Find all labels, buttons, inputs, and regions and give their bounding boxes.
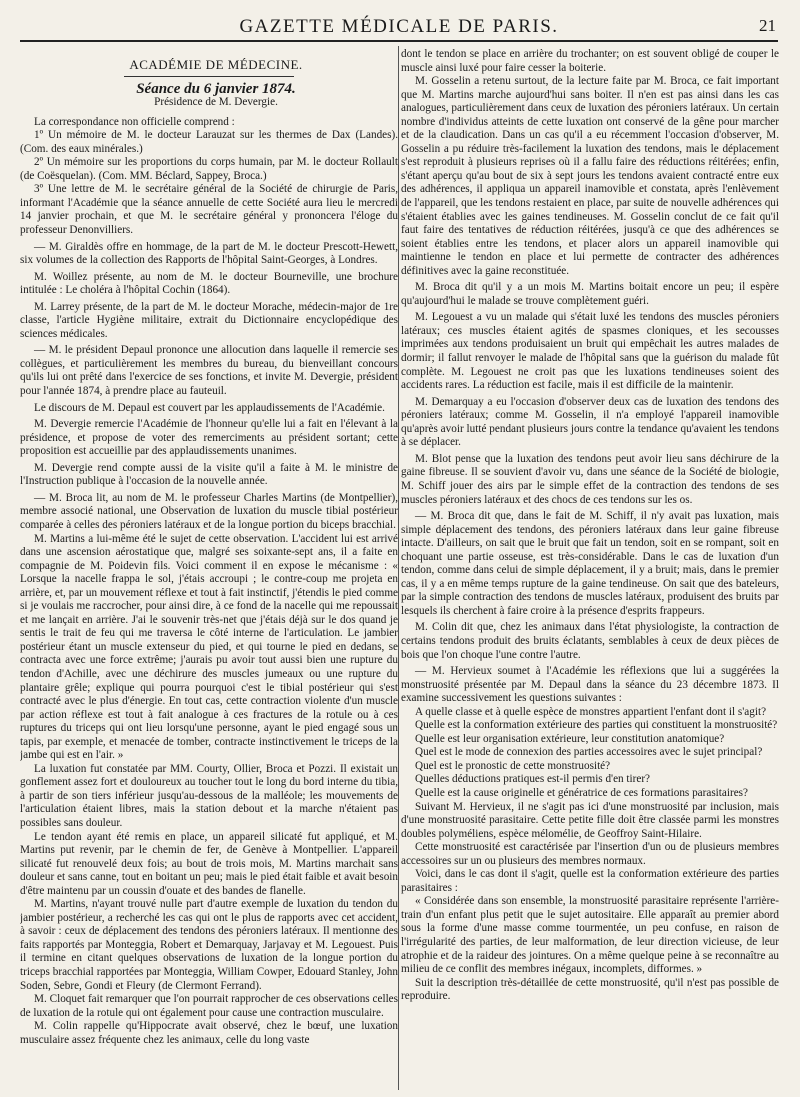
paragraph: M. Gosselin a retenu surtout, de la lecture faite par M. Broca, ce fait important que M. Martins marche aujourd'hui sans boiter. Il n'en est pas ainsi dans les cas analogues, particulièrement dans ceux de luxation des péroniers latéraux. Un certain nombre d'individus atteints de cette luxation ont conservé de la gêne pour marcher et de la claudication. Dans un cas qu'il a eu récemment l'occasion d'observer, M. Gosselin a pu réduire très-facilement la luxation des tendons, mais le déplacement s'est reproduit à plusieurs reprises où il a fallu faire des réductions réitérées; enfin, s'étant aperçu qu'au bout de six à sept jours les tendons avaient contracté entre eux des adhérences, il appliqua un appareil inamovible et constata, après l'enlèvement de l'appareil, que les tendons restaient en place, par suite de nouvelle adhérences qui s'étaient établies avec les gaines tendineuses. M. Gosselin conclut de ce fait qu'il faut faire des tentatives de réduction réitérées, jusqu'à ce que des adhérences se soient établies entre les tendons, et placer alors un appareil inamovible qui maintienne le tendon en place et lui permette de contracter des adhérences définitives avec la gaine reconstituée. bbox=[401, 75, 779, 277]
paragraph: — M. le président Depaul prononce une allocution dans laquelle il remercie ses collègues, et particulièrement les membres du bureau, du bienveillant concours qu'ils lui ont prêté dans l'exercice de ses fonctions, et invite M. Devergie, président pour l'année 1874, à prendre place au fauteuil. bbox=[20, 344, 398, 398]
paragraph: Suivant M. Hervieux, il ne s'agit pas ici d'une monstruosité par inclusion, mais d'une monstruosité parasitaire. Cette petite fille doit être classée parmi les monstres doubles polyméliens, espèce mélomélie, de Geoffroy Saint-Hilaire. bbox=[401, 800, 779, 840]
question: Quelle est leur organisation extérieure, leur constitution anatomique? bbox=[415, 732, 725, 745]
session-date: Séance du 6 janvier 1874. bbox=[136, 80, 296, 97]
paragraph: M. Devergie rend compte aussi de la visite qu'il a faite à M. le ministre de l'Instruction publique à l'occasion de la nouvelle année. bbox=[20, 461, 398, 488]
paragraph: M. Demarquay a eu l'occasion d'observer deux cas de luxation des tendons des péroniers latéraux; comme M. Gosselin, il n'a employé l'appareil inamovible qu'après avoir lutté pendant plusieurs jours contre la tendance qu'avaient les tendons à se déplacer. bbox=[401, 395, 779, 449]
paragraph: — M. Hervieux soumet à l'Académie les réflexions que lui a suggérées la monstruosité présentée par M. Depaul dans la séance du 23 décembre 1873. Il examine successivement les questions suivantes : bbox=[401, 665, 779, 705]
paragraph: M. Devergie remercie l'Académie de l'honneur qu'elle lui a fait en l'élevant à la présidence, et propose de voter des remerciments au président sortant; cette proposition est accueillie par des applaudissements unanimes. bbox=[20, 418, 398, 458]
question: Quel est le pronostic de cette monstruosité? bbox=[415, 759, 611, 772]
left-column bbox=[20, 48, 398, 1088]
question: Quel est le mode de connexion des parties accessoires avec le sujet principal? bbox=[415, 746, 763, 759]
quotation: « Considérée dans son ensemble, la monstruosité parasitaire représente l'arrière-train d'un enfant plus petit que le sujet autositaire. Elle apparaît au premier abord sous la forme d'une masse comme tourmentée, un peu confuse, en raison de l'irrégularité des parties, de leur malformation, de leur direction vicieuse, de leur atrophie et de la raideur des jointures. On a même quelque peine à se reconnaître au milieu de ce conflit des membres inégaux, incomplets, difformes. » bbox=[401, 895, 779, 976]
paragraph: Voici, dans le cas dont il s'agit, quelle est la conformation extérieure des parties parasitaires : bbox=[401, 868, 779, 894]
paragraph: Le discours de M. Depaul est couvert par les applaudissements de l'Académie. bbox=[34, 401, 385, 414]
question: A quelle classe et à quelle espèce de monstres appartient l'enfant dont il s'agit? bbox=[415, 705, 767, 718]
paragraph: M. Cloquet fait remarquer que l'on pourrait rapprocher de ces observations celles de luxation de la rotule qui ont également pour cause une contraction musculaire. bbox=[20, 993, 398, 1019]
title-rule bbox=[124, 76, 294, 77]
paragraph: 2º Un mémoire sur les proportions du corps humain, par M. le docteur Rollault (de Coësquelan). (Com. MM. Béclard, Sappey, Broca.) bbox=[20, 156, 398, 182]
paragraph: 1º Un mémoire de M. le docteur Larauzat sur les thermes de Dax (Landes). (Com. des eaux minérales.) bbox=[20, 129, 398, 155]
paragraph: La luxation fut constatée par MM. Courty, Ollier, Broca et Pozzi. Il existait un gonflement assez fort et douloureux au toucher tout le long du bord interne du tibia, à partir de son tiers inférieur jusqu'au-dessous de la malléole; les mouvements de l'articulation étaient libres, mais la station debout et la marche n'étaient pas possibles sans douleur. bbox=[20, 762, 398, 829]
paragraph: M. Broca dit qu'il y a un mois M. Martins boitait encore un peu; il espère qu'aujourd'hui le malade se trouve complètement guéri. bbox=[401, 281, 779, 307]
question: Quelles déductions pratiques est-il permis d'en tirer? bbox=[415, 773, 651, 786]
paragraph: Le tendon ayant été remis en place, un appareil silicaté fut appliqué, et M. Martins put revenir, par le chemin de fer, de Genève à Montpellier. L'appareil silicaté fut renouvelé deux fois; au bout de trois mois, M. Martins marchait sans douleur et sans canne, tout en boitant un peu; mais le pied était faible et avait besoin d'être maintenu par un coussin d'ouate et des bandes de flanelle. bbox=[20, 830, 398, 897]
section-title: ACADÉMIE DE MÉDECINE. bbox=[129, 57, 303, 72]
paragraph: La correspondance non officielle comprend : bbox=[34, 115, 235, 128]
question: Quelle est la cause originelle et génératrice de ces formations parasitaires? bbox=[415, 786, 748, 799]
paragraph: M. Martins, n'ayant trouvé nulle part d'autre exemple de luxation du tendon du jambier postérieur, a recherché les cas qui ont le plus de rapports avec cet accident, à savoir : ceux de déplacement des tendons des péroniers latéraux. Il mentionne des faits rapportés par Monteggia, Robert et Demarquay, Jarjavay et M. Legouest. Puis il termine en citant quelques observations de luxation de la longue portion du triceps bracchial rapportées par Monteggia, William Cowper, Edouard Stanley, John Soden, Sebre, Gondi et Fleury (de Clermont Ferrand). bbox=[20, 898, 398, 992]
paragraph: M. Blot pense que la luxation des tendons peut avoir lieu sans déchirure de la gaine fibreuse. Il se souvient d'avoir vu, dans une séance de la Société de biologie, M. Schiff jouer des airs par le simple effet de la contraction des tendons de ses muscles péroniers latéraux et des chocs de ces tendons sur les os. bbox=[401, 452, 779, 506]
page-header bbox=[20, 10, 778, 42]
paragraph: 3º Une lettre de M. le secrétaire général de la Société de chirurgie de Paris, informant l'Académie que la séance annuelle de cette Société aura lieu le mercredi 14 janvier prochain, et que M. le secrétaire général y prononcera l'éloge du professeur Denonvilliers. bbox=[20, 183, 398, 237]
paragraph: M. Martins a lui-même été le sujet de cette observation. L'accident lui est arrivé dans une ascension aérostatique que, malgré ses soixante-sept ans, il a faite en compagnie de M. Poidevin fils. Voici comment il en expose le mécanisme : « Lorsque la nacelle frappa le sol, j'étais accroupi ; le contre-coup me projeta en arrière, et, par un mouvement réflexe et tout à fait instinctif, j'étendis le pied comme si je voulais me raccrocher, pour ainsi dire, à ce fond de la nacelle qui me repoussait et me lançait en arrière. J'ai le souvenir très-net que j'étais déjà sur le dos quand je sentis le trait de feu qui me traversa le côté interne de l'articulation. Le jambier postérieur étant un muscle extenseur du pied, et qui tourne le pied en dedans, se contracta avec une force extrême; j'aurais pu avoir tout aussi bien une rupture du tendon d'Achille, avec une déchirure des muscles jumeaux ou une rupture du plantaire grêle; explique qui pourra pourquoi c'est le tibial postérieur qui s'est contracté avec le plus d'énergie. En tout cas, cette contraction violente d'un muscle par action réflexe est tout à fait analogue à ces fractures de la rotule ou à ces ruptures du triceps qui ont lieu lorsqu'une personne, ayant le pied engagé sous un tapis, par exemple, et menacée de tomber, contracte instinctivement le triceps de la jambe qui est en l'air. » bbox=[20, 532, 398, 762]
paragraph: dont le tendon se place en arrière du trochanter; on est souvent obligé de couper le muscle ainsi luxé pour faire cesser la boiterie. bbox=[401, 48, 779, 74]
presidence-line: Présidence de M. Devergie. bbox=[154, 96, 278, 109]
right-column bbox=[401, 48, 779, 1088]
paragraph: M. Larrey présente, de la part de M. le docteur Morache, médecin-major de 1re classe, l'article Hygiène militaire, extrait du Dictionnaire encyclopédique des sciences médicales. bbox=[20, 300, 398, 340]
question: Quelle est la conformation extérieure des parties qui constituent la monstruosité? bbox=[415, 719, 778, 732]
paragraph: M. Woillez présente, au nom de M. le docteur Bourneville, une brochure intitulée : Le choléra à l'hôpital Cochin (1864). bbox=[20, 270, 398, 297]
journal-title: GAZETTE MÉDICALE DE PARIS. bbox=[239, 16, 559, 37]
column-divider bbox=[398, 46, 399, 1090]
paragraph: M. Legouest a vu un malade qui s'était luxé les tendons des muscles péroniers latéraux; ces muscles étaient agités de spasmes cloniques, et les secousses imprimées aux tendons produisaient un bruit qui empêchait les autres malades de dormir; il fallut renvoyer le malade de l'hôpital sans que la guérison du malade fût complète. M. Legouest ne croit pas que les luxations tendineuses soient des accidents rares. La réduction est facile, mais il est difficile de la maintenir. bbox=[401, 311, 779, 392]
page-number: 21 bbox=[759, 16, 776, 35]
paragraph: M. Colin rappelle qu'Hippocrate avait observé, chez le bœuf, une luxation musculaire assez fréquente chez les animaux, celle du long vaste bbox=[20, 1020, 398, 1046]
paragraph: — M. Broca lit, au nom de M. le professeur Charles Martins (de Montpellier), membre associé national, une Observation de luxation du muscle tibial postérieur comparée à celles des péroniers latéraux et de la longue portion du biceps bracchial. bbox=[20, 491, 398, 531]
paragraph: M. Colin dit que, chez les animaux dans l'état physiologiste, la contraction de certains tendons produit des bruits éclatants, semblables à ceux de deux pièces de bois que l'on choque l'une contre l'autre. bbox=[401, 621, 779, 661]
paragraph: — M. Giraldès offre en hommage, de la part de M. le docteur Prescott-Hewett, six volumes de la collection des Rapports de l'hôpital Saint-Georges, à Londres. bbox=[20, 240, 398, 267]
paragraph: — M. Broca dit que, dans le fait de M. Schiff, il n'y avait pas luxation, mais simple déplacement des tendons, des péroniers latéraux dans leur gaine fibreuse intacte. D'ailleurs, on sait que le bruit que fait un tendon, soit en se rompant, soit en choquant une partie osseuse, est très-considérable. Dans le cas de luxation d'un tendon, comme dans celui de simple déplacement, il y a bruit; mais, dans le premier cas, il y a en même temps rupture de la gaine tendineuse. On sait que des bateleurs, par la simple contraction des tendons de muscles latéraux, produisent des bruits par lesquels ils cherchent à faire croire à la présence d'esprits frappeurs. bbox=[401, 510, 779, 617]
paragraph: Suit la description très-détaillée de cette monstruosité, qu'il n'est pas possible de reproduire. bbox=[401, 976, 779, 1003]
paragraph: Cette monstruosité est caractérisée par l'insertion d'un ou de plusieurs membres accessoires sur un ou plusieurs des membres normaux. bbox=[401, 841, 779, 867]
